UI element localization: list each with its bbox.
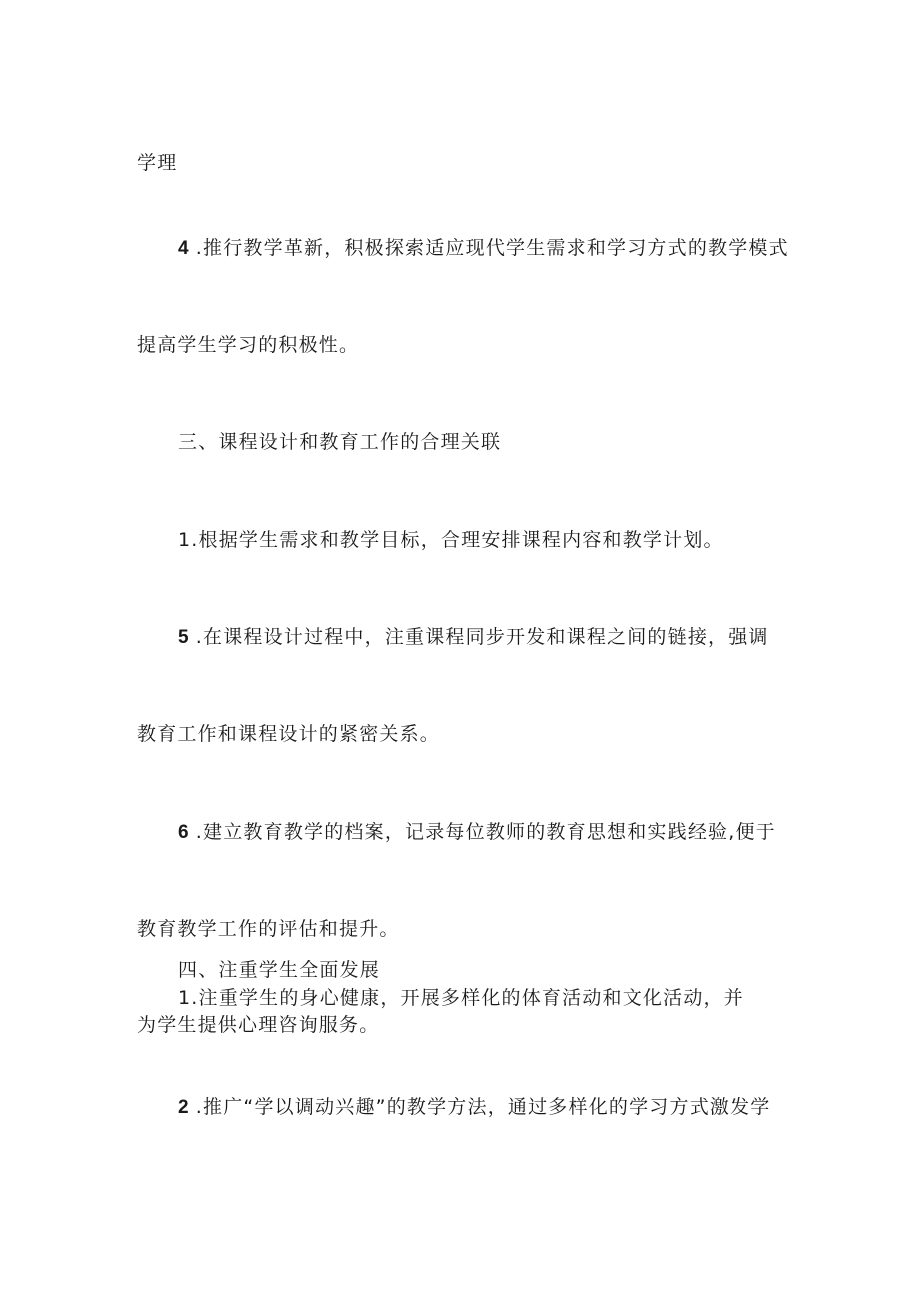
list-number: 5 bbox=[178, 627, 190, 648]
line-text: 教育工作和课程设计的紧密关系。 bbox=[137, 723, 441, 745]
line-text: 1.注重学生的身心健康，开展多样化的体育活动和文化活动，并 bbox=[178, 987, 744, 1009]
text-line bbox=[137, 151, 177, 175]
line-text: .在课程设计过程中，注重课程同步开发和课程之间的链接，强调 bbox=[195, 626, 769, 648]
text-line bbox=[178, 986, 744, 1010]
line-text: 四、注重学生全面发展 bbox=[178, 959, 381, 981]
line-text: 提高学生学习的积极性。 bbox=[137, 334, 360, 356]
text-line bbox=[178, 236, 789, 261]
list-number: 4 bbox=[178, 238, 190, 259]
text-line bbox=[137, 1013, 379, 1037]
text-line bbox=[137, 917, 400, 941]
line-text: .推广“学以调动兴趣”的教学方法，通过多样化的学习方式激发学 bbox=[195, 1096, 771, 1118]
line-text: .建立教育教学的档案，记录每位教师的教育思想和实践经验,便于 bbox=[195, 821, 776, 843]
section-heading bbox=[178, 958, 380, 982]
text-line bbox=[137, 333, 359, 357]
list-number: 2 bbox=[178, 1097, 190, 1118]
text-line bbox=[178, 528, 724, 552]
text-line bbox=[137, 722, 440, 746]
text-line bbox=[178, 820, 776, 845]
line-text: .推行教学革新，积极探索适应现代学生需求和学习方式的教学模式 bbox=[195, 237, 789, 259]
line-text: 为学生提供心理咨询服务。 bbox=[137, 1014, 380, 1036]
line-text: 1.根据学生需求和教学目标，合理安排课程内容和教学计划。 bbox=[178, 529, 724, 551]
text-line bbox=[178, 1095, 771, 1120]
line-text: 三、课程设计和教育工作的合理关联 bbox=[178, 431, 502, 453]
text-line bbox=[178, 625, 769, 650]
section-heading bbox=[178, 430, 501, 454]
line-text: 学理 bbox=[137, 152, 178, 174]
line-text: 教育教学工作的评估和提升。 bbox=[137, 918, 400, 940]
list-number: 6 bbox=[178, 822, 190, 843]
